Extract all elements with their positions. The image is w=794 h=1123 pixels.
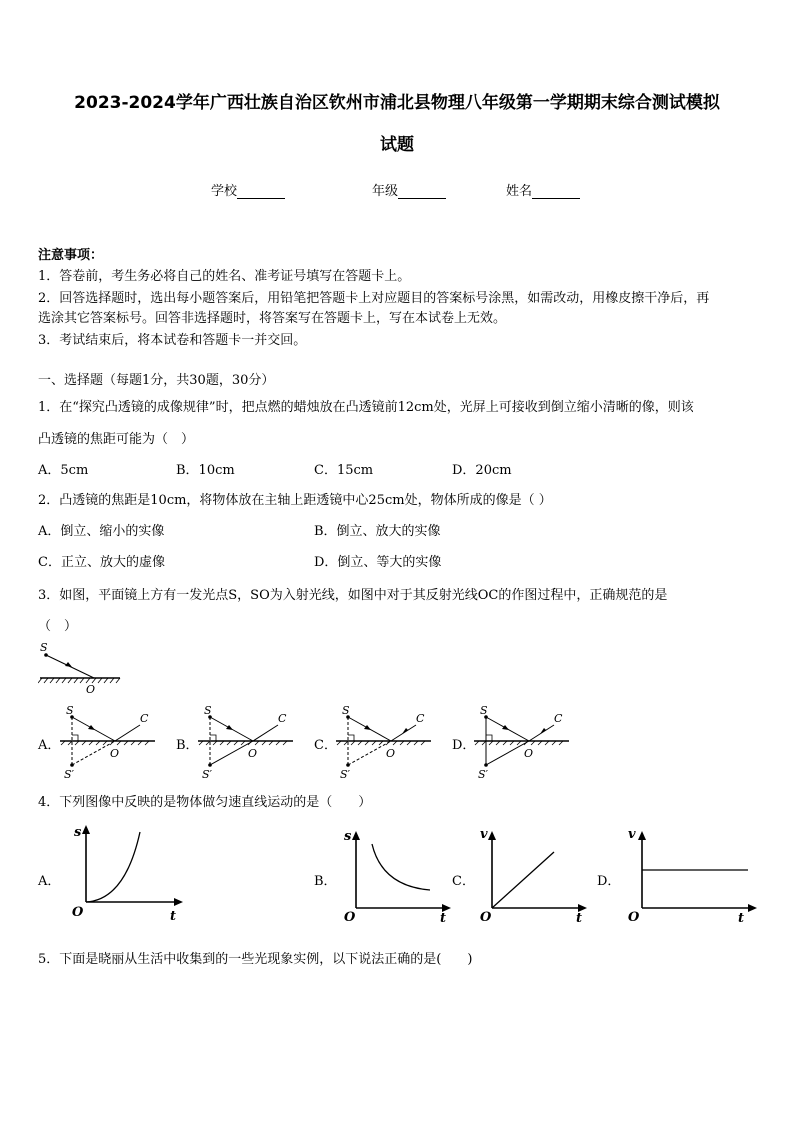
q3-a-label-s: S (66, 704, 74, 717)
q3-main-label-o: O (86, 683, 96, 696)
q3-main-label-s: S (40, 641, 48, 654)
page-title-line1: 2023-2024学年广西壮族自治区钦州市浦北县物理八年级第一学期期末综合测试模拟 (74, 93, 720, 113)
q3-b-label-s: S (204, 704, 212, 717)
q4-a-axis-s: s (74, 825, 82, 840)
q4-graph-c (476, 822, 594, 922)
q3-option-c-figure (336, 704, 436, 782)
q3-c-label-c: C (416, 712, 425, 725)
q3-stem-a: 3．如图，平面镜上方有一发光点S，SO为入射光线，如图中对于其反射光线OC的作图过程中，正确规范的是 (38, 588, 668, 603)
grade-field (372, 180, 446, 199)
q1-option-a: A．5cm (38, 463, 89, 478)
q3-a-label-sprime: S′ (64, 768, 75, 781)
q1-stem-a: 1．在“探究凸透镜的成像规律”时，把点燃的蜡烛放在凸透镜前12cm处，光屏上可接收到倒立缩小清晰的像，则该 (38, 400, 694, 415)
q4-stem: 4．下列图像中反映的是物体做匀速直线运动的是（ ） (38, 795, 372, 810)
q3-option-c-label: C． (314, 738, 337, 753)
q3-option-a-label: A． (38, 738, 61, 753)
q4-b-axis-s: s (344, 829, 352, 844)
q4-option-a-label: A． (38, 874, 61, 889)
q3-option-b-label: B． (176, 738, 199, 753)
name-field (506, 180, 580, 199)
q4-graph-d (626, 822, 766, 922)
q4-graph-a (70, 822, 188, 922)
q3-c-label-sprime: S′ (340, 768, 351, 781)
q4-d-axis-t: t (738, 911, 745, 922)
q3-d-label-sprime: S′ (478, 768, 489, 781)
q3-main-figure (38, 640, 128, 696)
q2-option-b: B．倒立、放大的实像 (314, 524, 441, 539)
grade-blank (398, 185, 446, 199)
note-3: 3．考试结束后，将本试卷和答题卡一并交回。 (38, 333, 307, 348)
q4-a-origin: O (72, 905, 84, 920)
q4-b-axis-t: t (440, 911, 447, 922)
school-blank (237, 185, 285, 199)
q2-stem: 2．凸透镜的焦距是10cm，将物体放在主轴上距透镜中心25cm处，物体所成的像是（ ） (38, 493, 552, 508)
q3-c-label-o: O (386, 747, 396, 760)
q1-option-b: B．10cm (176, 463, 235, 478)
q4-d-axis-v: v (628, 827, 636, 842)
q2-option-a: A．倒立、缩小的实像 (38, 524, 165, 539)
notes-heading: 注意事项： (38, 248, 104, 263)
q3-d-label-s: S (480, 704, 488, 717)
q2-option-c: C．正立、放大的虚像 (38, 555, 165, 570)
school-field (211, 180, 285, 199)
q3-d-label-o: O (524, 747, 534, 760)
q4-c-origin: O (480, 910, 492, 922)
q3-option-d-label: D． (452, 738, 476, 753)
q2-option-d: D．倒立、等大的实像 (314, 555, 442, 570)
q3-b-label-sprime: S′ (202, 768, 213, 781)
q3-b-label-c: C (278, 712, 287, 725)
q3-c-label-s: S (342, 704, 350, 717)
q4-a-axis-t: t (170, 909, 177, 922)
q3-option-a-figure (60, 704, 160, 782)
note-2a: 2．回答选择题时，选出每小题答案后，用铅笔把答题卡上对应题目的答案标号涂黑，如需改动，用橡皮擦干净后，再 (38, 291, 710, 306)
q4-b-origin: O (344, 910, 356, 922)
page-title-line2: 试题 (380, 135, 414, 155)
q4-c-axis-v: v (480, 827, 488, 842)
q3-option-d-figure (474, 704, 574, 782)
q4-option-b-label: B． (314, 874, 337, 889)
name-blank (532, 185, 580, 199)
q3-d-label-c: C (554, 712, 563, 725)
q3-b-label-o: O (248, 747, 258, 760)
q4-option-d-label: D． (597, 874, 621, 889)
q3-stem-b: （ ） (38, 619, 78, 634)
q3-option-b-figure (198, 704, 298, 782)
q4-d-origin: O (628, 910, 640, 922)
name-label: 姓名 (506, 184, 533, 199)
q1-option-d: D．20cm (452, 463, 512, 478)
q4-option-c-label: C． (452, 874, 475, 889)
note-2b: 选涂其它答案标号。回答非选择题时，将答案写在答题卡上，写在本试卷上无效。 (38, 311, 507, 326)
school-label: 学校 (211, 184, 238, 199)
section-heading: 一、选择题（每题1分，共30题，30分） (38, 373, 275, 388)
grade-label: 年级 (372, 184, 399, 199)
q4-c-axis-t: t (576, 911, 583, 922)
q3-a-label-o: O (110, 747, 120, 760)
q3-a-label-c: C (140, 712, 149, 725)
q1-option-c: C．15cm (314, 463, 374, 478)
q1-stem-b: 凸透镜的焦距可能为（ ） (38, 432, 195, 447)
q5-stem: 5．下面是晓丽从生活中收集到的一些光现象实例，以下说法正确的是( ) (38, 952, 473, 967)
note-1: 1．答卷前，考生务必将自己的姓名、准考证号填写在答题卡上。 (38, 269, 411, 284)
q4-graph-b (340, 822, 458, 922)
